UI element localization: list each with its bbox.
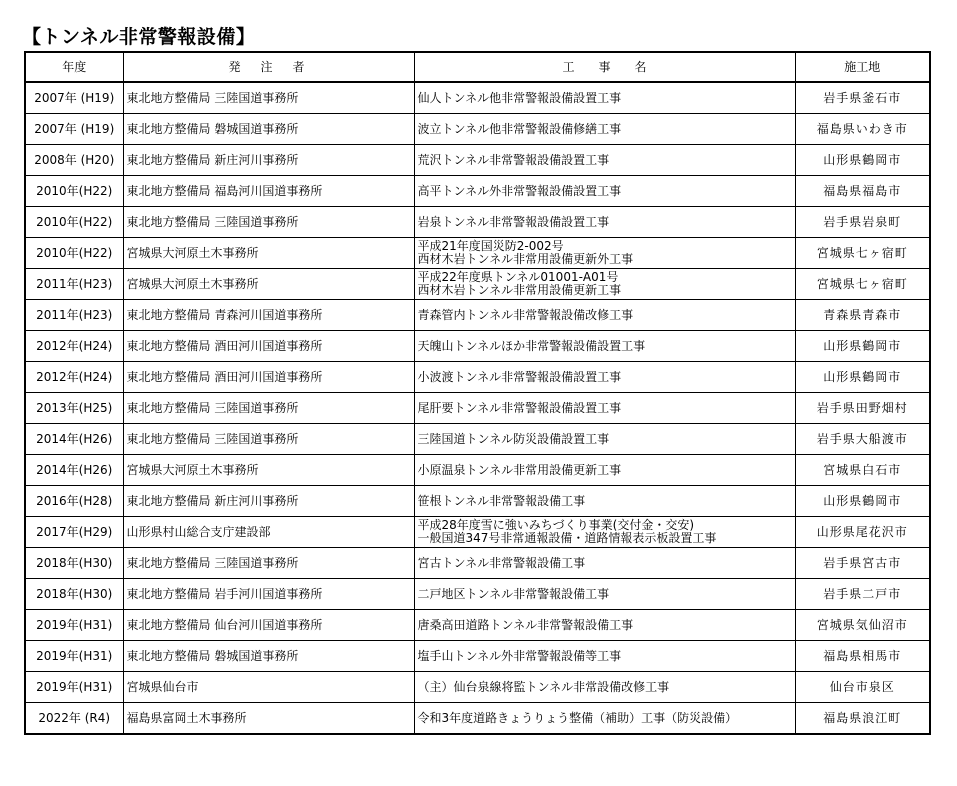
header-project: 工 事 名 [414,52,795,82]
year-cell: 2018年(H30) [25,548,123,579]
location-cell: 岩手県大船渡市 [795,424,930,455]
project-line: 平成28年度雪に強いみちづくり事業(交付金・交安) [417,518,695,532]
year-cell: 2016年(H28) [25,486,123,517]
location-cell: 山形県尾花沢市 [795,517,930,548]
year-cell: 2007年 (H19) [25,82,123,114]
client-cell: 宮城県仙台市 [123,672,414,703]
table-row [25,114,930,145]
project-cell [414,486,795,517]
client-cell: 宮城県大河原土木事務所 [123,238,414,269]
project-cell [414,548,795,579]
client-cell: 東北地方整備局 三陸国道事務所 [123,207,414,238]
client-cell: 東北地方整備局 福島河川国道事務所 [123,176,414,207]
project-line: 笹根トンネル非常警報設備工事 [417,493,586,508]
project-line: （主）仙台泉線将監トンネル非常設備改修工事 [417,679,670,694]
project-line: 三陸国道トンネル防災設備設置工事 [417,431,610,446]
year-cell: 2010年(H22) [25,207,123,238]
project-cell [414,362,795,393]
table-body [25,82,930,734]
construction-records-table [24,51,931,735]
table-row [25,300,930,331]
year-cell: 2011年(H23) [25,269,123,300]
client-cell: 東北地方整備局 三陸国道事務所 [123,393,414,424]
project-cell [414,145,795,176]
location-cell: 岩手県宮古市 [795,548,930,579]
client-cell: 東北地方整備局 仙台河川国道事務所 [123,610,414,641]
location-cell: 宮城県七ヶ宿町 [795,238,930,269]
project-line: 小原温泉トンネル非常用設備更新工事 [417,462,622,477]
table-row [25,641,930,672]
project-line: 荒沢トンネル非常警報設備設置工事 [417,152,610,167]
client-cell: 東北地方整備局 新庄河川事務所 [123,486,414,517]
year-cell: 2008年 (H20) [25,145,123,176]
location-cell: 山形県鶴岡市 [795,486,930,517]
client-cell: 福島県富岡土木事務所 [123,703,414,735]
year-cell: 2018年(H30) [25,579,123,610]
project-cell [414,641,795,672]
table-row [25,486,930,517]
year-cell: 2012年(H24) [25,362,123,393]
year-cell: 2019年(H31) [25,641,123,672]
project-line: 高平トンネル外非常警報設備設置工事 [417,183,622,198]
client-cell: 東北地方整備局 新庄河川事務所 [123,145,414,176]
location-cell: 岩手県田野畑村 [795,393,930,424]
table-row [25,238,930,269]
project-line: 令和3年度道路きょうりょう整備（補助）工事（防災設備） [417,710,738,725]
project-cell [414,424,795,455]
year-cell: 2010年(H22) [25,238,123,269]
table-row [25,517,930,548]
project-line: 宮古トンネル非常警報設備工事 [417,555,586,570]
client-cell: 東北地方整備局 青森河川国道事務所 [123,300,414,331]
table-row [25,145,930,176]
table-row [25,207,930,238]
project-line: 西材木岩トンネル非常用設備更新外工事 [417,252,634,266]
project-line: 平成22年度県トンネル01001-A01号 [417,270,619,284]
year-cell: 2011年(H23) [25,300,123,331]
location-cell: 岩手県釜石市 [795,82,930,114]
client-cell: 宮城県大河原土木事務所 [123,455,414,486]
project-cell [414,393,795,424]
table-row [25,176,930,207]
table-row [25,331,930,362]
year-cell: 2022年 (R4) [25,703,123,735]
location-cell: 宮城県白石市 [795,455,930,486]
project-line: 二戸地区トンネル非常警報設備工事 [417,586,610,601]
project-cell [414,703,795,735]
client-cell: 宮城県大河原土木事務所 [123,269,414,300]
client-cell: 山形県村山総合支庁建設部 [123,517,414,548]
header-year: 年度 [25,52,123,82]
location-cell: 福島県いわき市 [795,114,930,145]
table-row [25,610,930,641]
location-cell: 仙台市泉区 [795,672,930,703]
table-row [25,455,930,486]
project-cell [414,517,795,548]
client-cell: 東北地方整備局 磐城国道事務所 [123,641,414,672]
year-cell: 2007年 (H19) [25,114,123,145]
project-cell [414,579,795,610]
client-cell: 東北地方整備局 三陸国道事務所 [123,548,414,579]
project-line: 小波渡トンネル非常警報設備設置工事 [417,369,622,384]
project-line: 西材木岩トンネル非常用設備更新工事 [417,283,622,297]
project-cell [414,176,795,207]
location-cell: 青森県青森市 [795,300,930,331]
client-cell: 東北地方整備局 酒田河川国道事務所 [123,362,414,393]
table-row [25,672,930,703]
project-line: 青森管内トンネル非常警報設備改修工事 [417,307,634,322]
year-cell: 2013年(H25) [25,393,123,424]
client-cell: 東北地方整備局 磐城国道事務所 [123,114,414,145]
location-cell: 宮城県七ヶ宿町 [795,269,930,300]
location-cell: 岩手県二戸市 [795,579,930,610]
project-line: 一般国道347号非常通報設備・道路情報表示板設置工事 [417,531,717,545]
client-cell: 東北地方整備局 岩手河川国道事務所 [123,579,414,610]
project-cell [414,672,795,703]
project-line: 岩泉トンネル非常警報設備設置工事 [417,214,610,229]
table-row [25,548,930,579]
table-row [25,579,930,610]
header-client: 発 注 者 [123,52,414,82]
project-cell [414,114,795,145]
year-cell: 2017年(H29) [25,517,123,548]
table-header-row [25,52,930,82]
client-cell: 東北地方整備局 三陸国道事務所 [123,82,414,114]
project-cell [414,238,795,269]
project-line: 尾肝要トンネル非常警報設備設置工事 [417,400,622,415]
client-cell: 東北地方整備局 酒田河川国道事務所 [123,331,414,362]
project-line: 波立トンネル他非常警報設備修繕工事 [417,121,622,136]
location-cell: 山形県鶴岡市 [795,362,930,393]
year-cell: 2010年(H22) [25,176,123,207]
table-row [25,393,930,424]
table-row [25,82,930,114]
year-cell: 2019年(H31) [25,610,123,641]
year-cell: 2012年(H24) [25,331,123,362]
location-cell: 福島県福島市 [795,176,930,207]
location-cell: 福島県浪江町 [795,703,930,735]
header-location: 施工地 [795,52,930,82]
project-line: 仙人トンネル他非常警報設備設置工事 [417,90,622,105]
project-cell [414,207,795,238]
page-title: 【トンネル非常警報設備】 [22,26,256,48]
project-cell [414,331,795,362]
project-cell [414,610,795,641]
project-cell [414,82,795,114]
client-cell: 東北地方整備局 三陸国道事務所 [123,424,414,455]
year-cell: 2019年(H31) [25,672,123,703]
location-cell: 山形県鶴岡市 [795,145,930,176]
project-line: 平成21年度国災防2-002号 [417,239,564,253]
project-line: 塩手山トンネル外非常警報設備等工事 [417,648,622,663]
year-cell: 2014年(H26) [25,455,123,486]
project-cell [414,455,795,486]
year-cell: 2014年(H26) [25,424,123,455]
project-line: 天魄山トンネルほか非常警報設備設置工事 [417,338,646,353]
table-row [25,362,930,393]
location-cell: 山形県鶴岡市 [795,331,930,362]
table-row [25,424,930,455]
table-row [25,703,930,735]
table-row [25,269,930,300]
location-cell: 岩手県岩泉町 [795,207,930,238]
project-cell [414,300,795,331]
project-line: 唐桑高田道路トンネル非常警報設備工事 [417,617,634,632]
location-cell: 宮城県気仙沼市 [795,610,930,641]
location-cell: 福島県相馬市 [795,641,930,672]
project-cell [414,269,795,300]
